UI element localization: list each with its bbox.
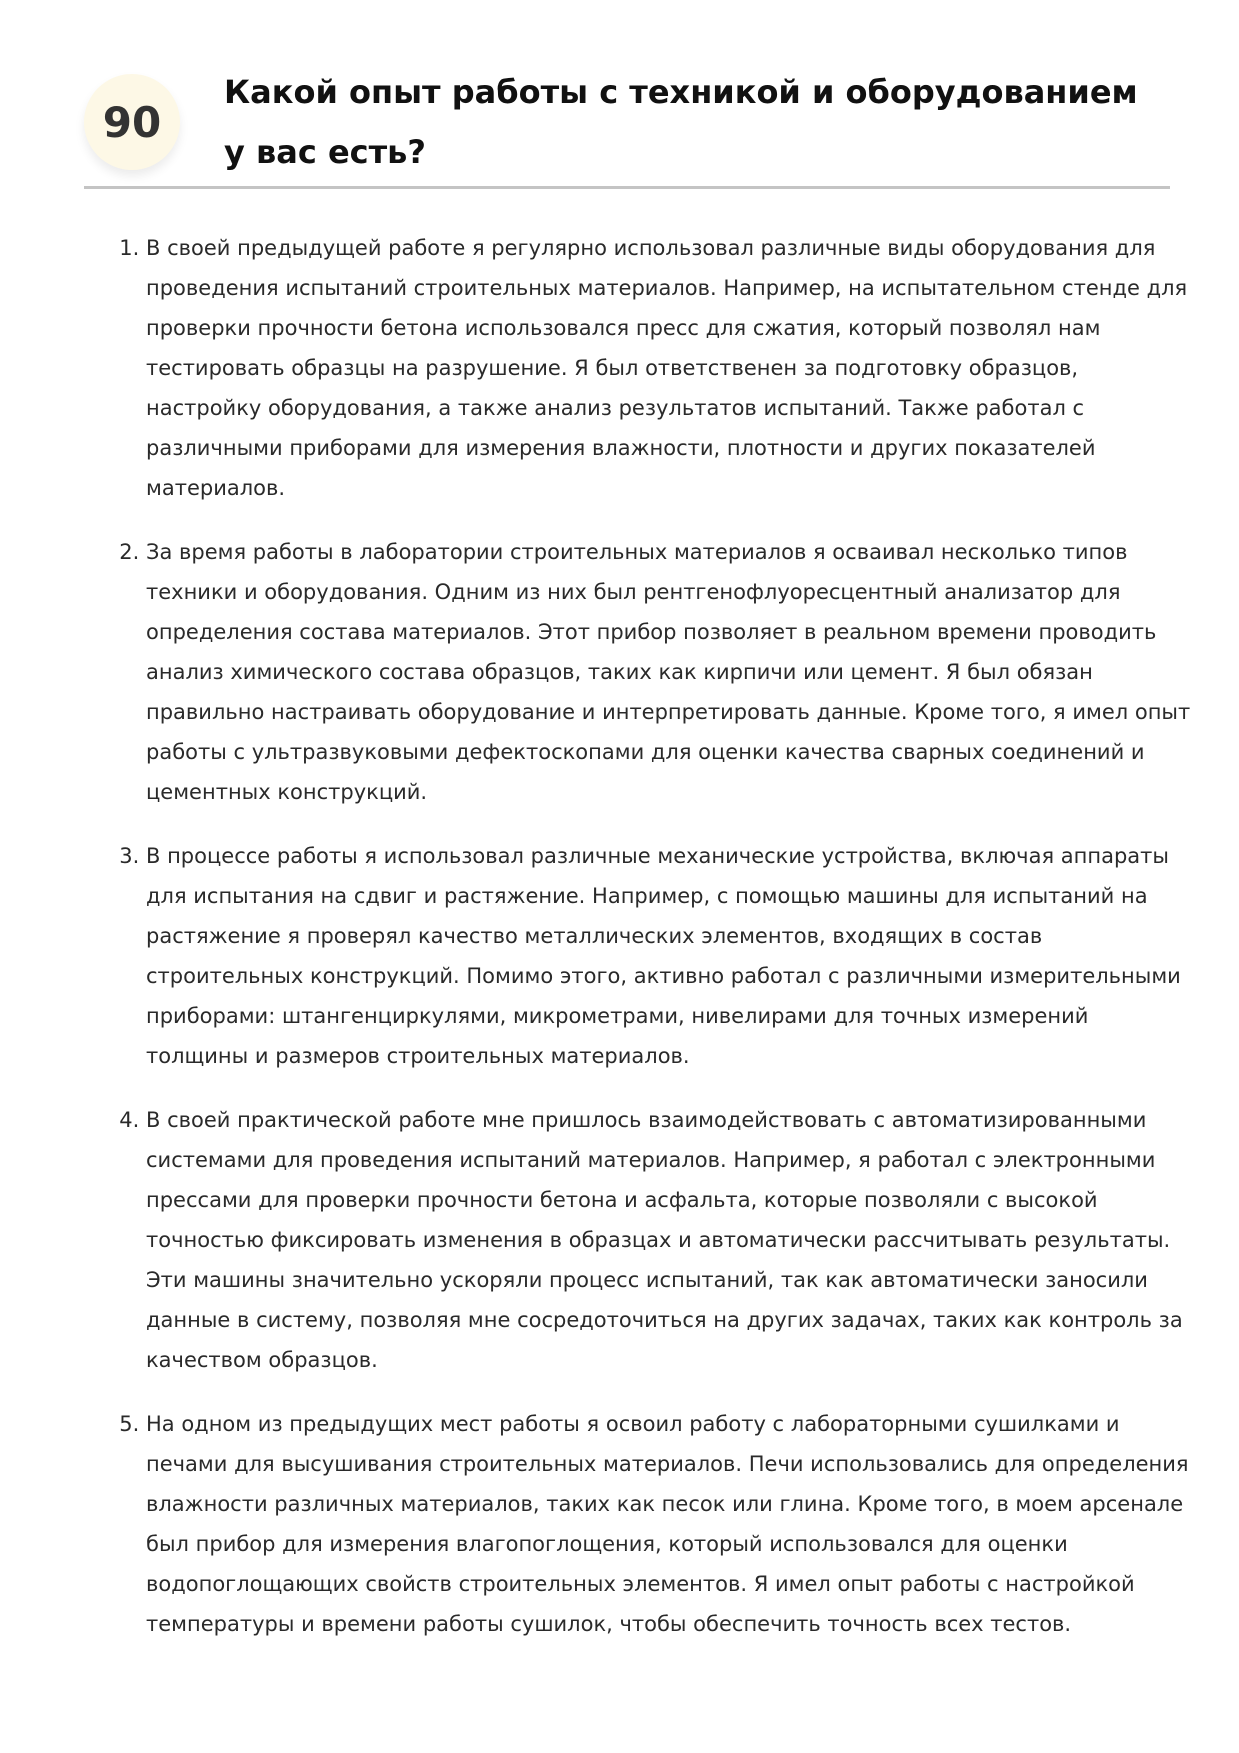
- question-title: Какой опыт работы с техникой и оборудованием у вас есть?: [224, 73, 1138, 171]
- answer-item: 3. В процессе работы я использовал различные механические устройства, включая аппараты для испытания на сдвиг и растяжение. Например, с помощью машины для испытаний на растяжение я проверял качество металлических элементов, входящих в состав строительных конструкций. Помимо этого, активно работал с различными измерительными приборами: штангенциркулями, микрометрами, нивелирами для точных измерений толщины и размеров строительных материалов.: [146, 836, 1194, 1076]
- answer-list: [118, 228, 1194, 1668]
- answer-item: 1. В своей предыдущей работе я регулярно использовал различные виды оборудования для проведения испытаний строительных материалов. Например, на испытательном стенде для проверки прочности бетона использовался пресс для сжатия, который позволял нам тестировать образцы на разрушение. Я был ответственен за подготовку образцов, настройку оборудования, а также анализ результатов испытаний. Также работал с различными приборами для измерения влажности, плотности и других показателей материалов.: [146, 228, 1194, 508]
- answer-item: 5. На одном из предыдущих мест работы я освоил работу с лабораторными сушилками и печами для высушивания строительных материалов. Печи использовались для определения влажности различных материалов, таких как песок или глина. Кроме того, в моем арсенале был прибор для измерения влагопоглощения, который использовался для оценки водопоглощающих свойств строительных элементов. Я имел опыт работы с настройкой температуры и времени работы сушилок, чтобы обеспечить точность всех тестов.: [146, 1404, 1194, 1644]
- question-header: [84, 62, 1170, 186]
- question-number-badge: 90: [84, 74, 180, 170]
- header-divider: [84, 186, 1170, 189]
- answer-item: 4. В своей практической работе мне пришлось взаимодействовать с автоматизированными системами для проведения испытаний материалов. Например, я работал с электронными прессами для проверки прочности бетона и асфальта, которые позволяли с высокой точностью фиксировать изменения в образцах и автоматически рассчитывать результаты. Эти машины значительно ускоряли процесс испытаний, так как автоматически заносили данные в систему, позволяя мне сосредоточиться на других задачах, таких как контроль за качеством образцов.: [146, 1100, 1194, 1380]
- answer-item: 2. За время работы в лаборатории строительных материалов я осваивал несколько типов техники и оборудования. Одним из них был рентгенофлуоресцентный анализатор для определения состава материалов. Этот прибор позволяет в реальном времени проводить анализ химического состава образцов, таких как кирпичи или цемент. Я был обязан правильно настраивать оборудование и интерпретировать данные. Кроме того, я имел опыт работы с ультразвуковыми дефектоскопами для оценки качества сварных соединений и цементных конструкций.: [146, 532, 1194, 812]
